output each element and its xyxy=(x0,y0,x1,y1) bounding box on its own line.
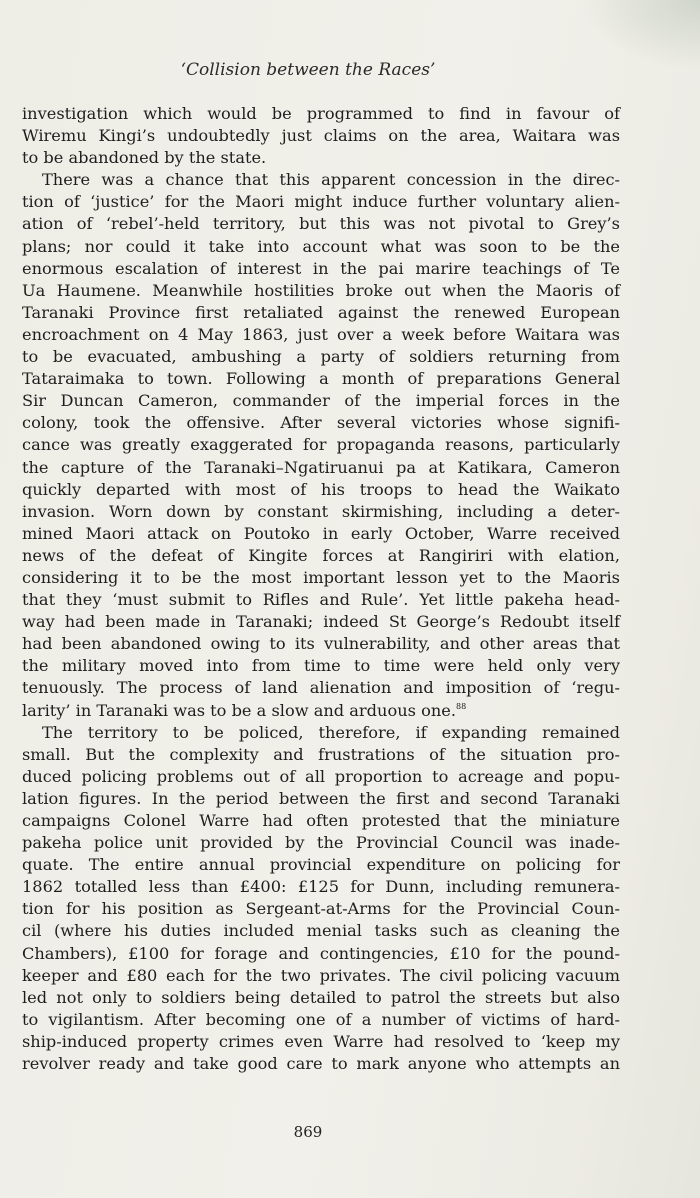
text-line-content: Sir Duncan Cameron, commander of the imperial forces in the xyxy=(22,391,620,411)
text-line-content: Tataraimaka to town. Following a month of preparations General xyxy=(22,369,620,389)
text-line xyxy=(22,677,620,699)
text-line-content: cil (where his duties included menial tasks such as cleaning the xyxy=(22,921,620,941)
text-line xyxy=(22,722,620,744)
text-line-content: larity’ in Taranaki was to be a slow and arduous one. xyxy=(22,700,456,720)
text-line-content: quickly departed with most of his troops to head the Waikato xyxy=(22,479,620,499)
text-line xyxy=(22,258,620,280)
text-line-content: 1862 totalled less than £400: £125 for Dunn, including remunera- xyxy=(22,877,620,897)
text-line-content: There was a chance that this apparent concession in the direc- xyxy=(42,170,620,190)
text-line xyxy=(22,876,620,898)
text-line-content: invasion. Worn down by constant skirmishing, including a deter- xyxy=(22,501,620,521)
text-line-content: cance was greatly exaggerated for propaganda reasons, particularly xyxy=(22,435,620,455)
running-head: ‘Collision between the Races’ xyxy=(180,60,436,80)
text-line-content: quate. The entire annual provincial expenditure on policing for xyxy=(22,855,620,875)
text-line-content: ation of ‘rebel’-held territory, but this was not pivotal to Grey’s xyxy=(22,214,620,234)
text-line-content: tion for his position as Sergeant-at-Arms for the Provincial Coun- xyxy=(22,899,620,919)
text-line-content: considering it to be the most important lesson yet to the Maoris xyxy=(22,567,620,587)
text-line-content: lation figures. In the period between the first and second Taranaki xyxy=(22,788,620,808)
text-line-content: Taranaki Province first retaliated against the renewed European xyxy=(22,302,620,322)
text-line xyxy=(22,501,620,523)
text-line xyxy=(22,191,620,213)
text-line xyxy=(22,368,620,390)
page-number: 869 xyxy=(293,1123,323,1141)
text-line xyxy=(22,523,620,545)
text-line xyxy=(22,545,620,567)
text-line-content: Wiremu Kingi’s undoubtedly just claims on the area, Waitara was xyxy=(22,126,620,146)
text-line xyxy=(22,280,620,302)
text-line-content: The territory to be policed, therefore, if expanding remained xyxy=(42,722,620,742)
text-line xyxy=(22,810,620,832)
text-line xyxy=(22,987,620,1009)
text-line xyxy=(22,125,620,147)
text-line-content: tenuously. The process of land alienation and imposition of ‘regu- xyxy=(22,678,620,698)
text-line-content: to be evacuated, ambushing a party of soldiers returning from xyxy=(22,347,620,367)
footnote-marker: 88 xyxy=(455,701,467,711)
text-line xyxy=(22,479,620,501)
text-line-content: the military moved into from time to time were held only very xyxy=(22,656,620,676)
text-line xyxy=(22,324,620,346)
text-line xyxy=(22,854,620,876)
text-line-content: the capture of the Taranaki–Ngatiruanui pa at Katikara, Cameron xyxy=(22,457,620,477)
text-line xyxy=(22,788,620,810)
text-line-content: colony, took the offensive. After several victories whose signifi- xyxy=(22,413,620,433)
text-line-content: ship-induced property crimes even Warre had resolved to ‘keep my xyxy=(22,1031,620,1051)
text-line xyxy=(22,766,620,788)
text-line xyxy=(22,633,620,655)
text-line xyxy=(22,943,620,965)
text-line-content: led not only to soldiers being detailed to patrol the streets but also xyxy=(22,987,620,1007)
text-line-content: small. But the complexity and frustrations of the situation pro- xyxy=(22,744,620,764)
text-line xyxy=(22,236,620,258)
text-line-content: pakeha police unit provided by the Provincial Council was inade- xyxy=(22,833,620,853)
text-line-content: revolver ready and take good care to mark anyone who attempts an xyxy=(22,1054,620,1074)
text-line xyxy=(22,920,620,942)
text-line xyxy=(22,302,620,324)
text-line xyxy=(22,589,620,611)
text-line xyxy=(22,1031,620,1053)
text-line xyxy=(22,965,620,987)
text-line-content: Chambers), £100 for forage and contingencies, £10 for the pound- xyxy=(22,943,620,963)
text-line-content: Ua Haumene. Meanwhile hostilities broke out when the Maoris of xyxy=(22,280,620,300)
text-line-content: keeper and £80 each for the two privates. The civil policing vacuum xyxy=(22,965,620,985)
text-line xyxy=(22,1053,620,1075)
text-line xyxy=(22,147,620,169)
body-text xyxy=(22,103,620,1075)
text-line xyxy=(22,434,620,456)
text-line-content: to vigilantism. After becoming one of a number of victims of hard- xyxy=(22,1009,620,1029)
text-line-content: plans; nor could it take into account what was soon to be the xyxy=(22,236,620,256)
text-line xyxy=(22,567,620,589)
text-line xyxy=(22,457,620,479)
text-line xyxy=(22,611,620,633)
text-line-content: way had been made in Taranaki; indeed St George’s Redoubt itself xyxy=(22,612,620,632)
text-line-content: encroachment on 4 May 1863, just over a week before Waitara was xyxy=(22,324,620,344)
text-line xyxy=(22,346,620,368)
text-line xyxy=(22,898,620,920)
text-line-content: enormous escalation of interest in the pai marire teachings of Te xyxy=(22,258,620,278)
text-line-content: news of the defeat of Kingite forces at Rangiriri with elation, xyxy=(22,545,620,565)
text-line xyxy=(22,213,620,235)
text-line xyxy=(22,1009,620,1031)
text-line xyxy=(22,390,620,412)
text-line-content: investigation which would be programmed to find in favour of xyxy=(22,104,620,123)
text-line xyxy=(22,700,620,722)
text-line-content: mined Maori attack on Poutoko in early October, Warre received xyxy=(22,523,620,543)
text-line xyxy=(22,412,620,434)
text-line xyxy=(22,655,620,677)
text-line-content: to be abandoned by the state. xyxy=(22,148,267,168)
text-line-content: had been abandoned owing to its vulnerability, and other areas that xyxy=(22,634,620,654)
text-line-content: campaigns Colonel Warre had often protested that the miniature xyxy=(22,811,620,830)
text-line xyxy=(22,169,620,191)
text-line-content: duced policing problems out of all proportion to acreage and popu- xyxy=(22,766,620,786)
text-line xyxy=(22,832,620,854)
text-line xyxy=(22,744,620,766)
text-line-content: that they ‘must submit to Rifles and Rule’. Yet little pakeha head- xyxy=(22,590,620,610)
text-line xyxy=(22,103,620,125)
text-line-content: tion of ‘justice’ for the Maori might induce further voluntary alien- xyxy=(22,192,620,212)
